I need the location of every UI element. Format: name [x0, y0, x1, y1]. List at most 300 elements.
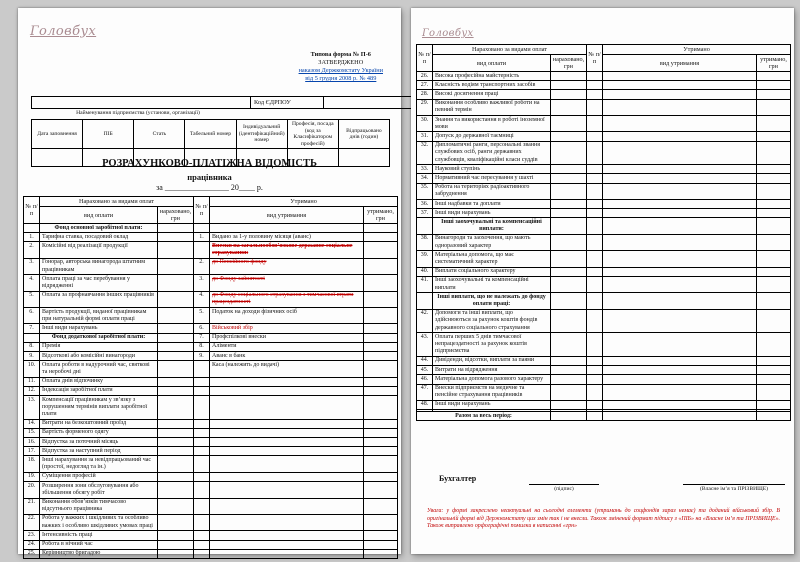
payroll-table-page2 — [416, 44, 791, 421]
accrued-amount-cell — [158, 428, 194, 437]
table-row — [24, 275, 398, 291]
withhold-type-cell — [603, 174, 757, 183]
row-num-cell: 19. — [24, 472, 40, 481]
row-num-cell — [587, 400, 603, 409]
pay-type-cell: Відпустка за поточний місяць — [40, 438, 158, 447]
accrued-amount-cell — [158, 308, 194, 324]
table-row — [24, 498, 398, 514]
accrued-amount-cell — [158, 352, 194, 361]
accrued-amount-cell — [158, 482, 194, 498]
withhold-type-cell — [210, 531, 364, 540]
table-row — [24, 482, 398, 498]
row-num-cell — [587, 183, 603, 199]
row-num-cell: 4. — [24, 275, 40, 291]
withheld-amount-cell — [757, 267, 791, 276]
row-num-cell — [24, 224, 40, 233]
row-num-cell — [587, 165, 603, 174]
pay-type-cell: Інші нарахування за невідпрацьований час (простої, недогляд та ін.) — [40, 456, 158, 472]
row-num-cell: 14. — [24, 419, 40, 428]
pay-type-cell: Робота на територіях радіоактивного забруднення — [433, 183, 551, 199]
payroll-table-header — [417, 45, 791, 72]
table-row — [417, 209, 791, 218]
accrued-amount-cell — [551, 99, 587, 115]
row-num-cell: 31. — [417, 132, 433, 141]
accrued-amount-cell — [158, 419, 194, 428]
pay-type-cell: Інші види нарахувань — [433, 209, 551, 218]
row-num-cell: 36. — [417, 200, 433, 209]
table-row — [24, 333, 398, 342]
col-num: № п/п — [194, 197, 210, 224]
withhold-type-cell — [603, 333, 757, 357]
col-num: № п/п — [417, 45, 433, 72]
accrued-amount-cell — [551, 218, 587, 234]
row-num-cell: 5. — [24, 291, 40, 307]
withhold-type-cell — [603, 276, 757, 292]
pay-type-cell: Витрати на відрядження — [433, 366, 551, 375]
row-num-cell: 10. — [24, 361, 40, 377]
accrued-amount-cell — [551, 309, 587, 333]
row-num-cell: 8. — [24, 342, 40, 351]
pay-type-cell: Керівництво бригадою — [40, 549, 158, 558]
accrued-amount-cell — [551, 132, 587, 141]
row-num-cell: 30. — [417, 116, 433, 132]
form-number: Типова форма № П-6 — [310, 51, 371, 58]
pay-type-cell: Гонорар, авторська винагорода штатним працівникам — [40, 258, 158, 274]
withheld-amount-cell — [757, 209, 791, 218]
accrued-amount-cell — [158, 233, 194, 242]
table-row — [24, 352, 398, 361]
accrued-amount-cell — [551, 141, 587, 165]
withheld-amount-cell — [364, 447, 398, 456]
pay-type-cell: Фонд основної заробітної плати: — [40, 224, 158, 233]
withhold-type-cell: Податок на доходи фізичних осіб — [210, 308, 364, 324]
table-row — [417, 267, 791, 276]
accrued-amount-cell — [158, 549, 194, 558]
table-row — [417, 174, 791, 183]
withheld-amount-cell — [364, 342, 398, 351]
accrued-amount-cell — [158, 242, 194, 258]
row-num-cell: 40. — [417, 267, 433, 276]
row-num-cell — [587, 384, 603, 400]
accrued-amount-cell — [551, 209, 587, 218]
pay-type-cell: Відсоткові або комісійні винагороди — [40, 352, 158, 361]
table-row — [417, 116, 791, 132]
info-column-header: Дата заповнення — [32, 120, 83, 149]
accrued-amount-cell — [158, 396, 194, 420]
row-num-cell — [194, 419, 210, 428]
accrued-amount-cell — [158, 224, 194, 233]
table-row — [24, 531, 398, 540]
row-num-cell — [194, 438, 210, 447]
row-num-cell — [194, 396, 210, 420]
withhold-type-cell — [603, 141, 757, 165]
accrued-amount-cell — [551, 333, 587, 357]
row-num-cell: 47. — [417, 384, 433, 400]
row-num-cell — [587, 209, 603, 218]
row-num-cell: 48. — [417, 400, 433, 409]
row-num-cell — [194, 386, 210, 395]
col-withhold-type: вид утримання — [210, 207, 364, 224]
pay-type-cell: Нормативний час пересування у шахті — [433, 174, 551, 183]
withhold-type-cell: Видано за 1-у половину місяця (аванс) — [210, 233, 364, 242]
withheld-amount-cell — [757, 174, 791, 183]
accrued-amount-cell — [551, 174, 587, 183]
edrpou-label: Код ЄДРПОУ — [251, 97, 324, 109]
pay-type-cell: Виконання особливо важливої роботи на певний термін — [433, 99, 551, 115]
accrued-amount-cell — [158, 531, 194, 540]
pay-type-cell: Класність водіям транспортних засобів — [433, 81, 551, 90]
col-pay-type: вид оплати — [40, 207, 158, 224]
row-num-cell: 13. — [24, 396, 40, 420]
table-row — [417, 90, 791, 99]
pay-type-cell: Матеріальна допомога, що має систематичний характер — [433, 251, 551, 267]
row-num-cell — [194, 482, 210, 498]
accrued-amount-cell — [551, 267, 587, 276]
withhold-type-cell: Аліменти — [210, 342, 364, 351]
row-num-cell: 9. — [24, 352, 40, 361]
signature-line[interactable]: (підпис) — [529, 484, 599, 492]
accrued-amount-cell — [158, 498, 194, 514]
table-row — [24, 438, 398, 447]
table-row — [417, 412, 791, 421]
row-num-cell: 22. — [24, 514, 40, 530]
row-num-cell — [194, 456, 210, 472]
withheld-amount-cell — [364, 333, 398, 342]
table-row — [417, 309, 791, 333]
withheld-amount-cell — [757, 412, 791, 421]
accrued-amount-cell — [551, 81, 587, 90]
withhold-type-cell — [210, 438, 364, 447]
row-num-cell — [587, 293, 603, 309]
accrued-amount-cell — [551, 375, 587, 384]
col-withheld-group: Утримано — [210, 197, 398, 207]
withhold-type-cell — [210, 498, 364, 514]
pay-type-cell: Знання та використання в роботі іноземної мови — [433, 116, 551, 132]
row-num-cell — [587, 412, 603, 421]
withheld-amount-cell — [364, 549, 398, 558]
accountant-label: Бухгалтер — [439, 474, 477, 483]
accrued-amount-cell — [158, 386, 194, 395]
withhold-type-cell — [603, 412, 757, 421]
accrued-amount-cell — [158, 514, 194, 530]
table-row — [24, 540, 398, 549]
withhold-type-cell — [603, 309, 757, 333]
pay-type-cell: Витрати на безкоштовний проїзд — [40, 419, 158, 428]
accrued-amount-cell — [551, 165, 587, 174]
accrued-amount-cell — [551, 72, 587, 81]
col-accrued-amount: нараховано, грн — [551, 55, 587, 72]
table-row — [417, 375, 791, 384]
withhold-type-cell: Внески на загальнообов’язкове державне соціальне страхування: — [210, 242, 364, 258]
order-date-link[interactable]: від 5 грудня 2008 р. № 489 — [305, 75, 377, 82]
company-caption: Найменування підприємства (установи, організації) — [76, 110, 200, 116]
pay-type-cell: Інші надбавки та доплати — [433, 200, 551, 209]
row-num-cell: 25. — [24, 549, 40, 558]
accrued-amount-cell — [551, 116, 587, 132]
withheld-amount-cell — [364, 540, 398, 549]
edrpou-value-cell — [324, 97, 412, 109]
withheld-amount-cell — [364, 291, 398, 307]
accrued-amount-cell — [551, 384, 587, 400]
row-num-cell: 28. — [417, 90, 433, 99]
pay-type-cell: Інші виплати, що не належать до фонду оплати праці: — [433, 293, 551, 309]
withheld-amount-cell — [364, 472, 398, 481]
withhold-type-cell — [210, 472, 364, 481]
pay-type-cell: Розширення зони обслуговування або збільшення обсягу робіт — [40, 482, 158, 498]
row-num-cell: 33. — [417, 165, 433, 174]
row-num-cell — [587, 251, 603, 267]
row-num-cell — [194, 224, 210, 233]
withheld-amount-cell — [757, 375, 791, 384]
accrued-amount-cell — [158, 291, 194, 307]
name-line[interactable]: (Власне ім’я та ПРІЗВИЩЕ) — [683, 484, 785, 492]
page-title: РОЗРАХУНКОВО-ПЛАТІЖНА ВІДОМІСТЬ — [102, 158, 317, 169]
pay-type-cell: Оплата днів відпочинку — [40, 377, 158, 386]
row-num-cell — [587, 99, 603, 115]
pay-type-cell: Вартість продукції, виданої працівникам при натуральній формі оплати праці — [40, 308, 158, 324]
withheld-amount-cell — [757, 141, 791, 165]
editor-note: Увага: у формі закреслено неактуальні на сьогодні елементи (утримань до соцфондів зараз немає) та доданий військовий збір. В оригінальній формі від Держкомстату цих змін так і не внесли. Також змінений формат підпису з «ПІБ» на «Власне ім’я та ПРІЗВИЩЕ». Також виправлено орфографічні помилки в написанні «грн» — [427, 508, 780, 530]
withhold-type-cell: Аванс в банк — [210, 352, 364, 361]
withhold-type-cell — [603, 90, 757, 99]
row-num-cell: 27. — [417, 81, 433, 90]
col-withhold-type: вид утримання — [603, 55, 757, 72]
row-num-cell — [194, 540, 210, 549]
info-column-header: ПІБ — [83, 120, 134, 149]
row-num-cell: 15. — [24, 428, 40, 437]
withheld-amount-cell — [364, 361, 398, 377]
withheld-amount-cell — [757, 366, 791, 375]
pay-type-cell: Висока професійна майстерність — [433, 72, 551, 81]
pay-type-cell: Високі досягнення праці — [433, 90, 551, 99]
pay-type-cell: Інші заохочувальні та компенсаційні виплати: — [433, 218, 551, 234]
withhold-type-cell — [603, 132, 757, 141]
accrued-amount-cell — [158, 438, 194, 447]
table-row — [24, 258, 398, 274]
withhold-type-cell — [603, 200, 757, 209]
withhold-type-cell — [603, 183, 757, 199]
col-num: № п/п — [24, 197, 40, 224]
withheld-amount-cell — [364, 428, 398, 437]
withheld-amount-cell — [757, 309, 791, 333]
col-pay-type: вид оплати — [433, 55, 551, 72]
row-num-cell: 1. — [24, 233, 40, 242]
pay-type-cell: Винагороди та заохочення, що мають одноразовий характер — [433, 234, 551, 250]
withhold-type-cell — [210, 224, 364, 233]
table-row — [417, 55, 791, 72]
accrued-amount-cell — [158, 361, 194, 377]
pay-type-cell: Інтенсивність праці — [40, 531, 158, 540]
accrued-amount-cell — [551, 293, 587, 309]
withhold-type-cell — [603, 116, 757, 132]
row-num-cell — [587, 174, 603, 183]
table-row — [24, 197, 398, 207]
info-column-header: Відпрацьовано днів (годин) — [338, 120, 389, 149]
pay-type-cell: Оплата праці за час перебування у відрядженні — [40, 275, 158, 291]
row-num-cell — [194, 549, 210, 558]
row-num-cell — [194, 531, 210, 540]
table-row — [24, 549, 398, 558]
pay-type-cell: Матеріальна допомога разового характеру — [433, 375, 551, 384]
table-row — [24, 396, 398, 420]
row-num-cell — [587, 375, 603, 384]
withheld-amount-cell — [364, 352, 398, 361]
row-num-cell: 1. — [194, 233, 210, 242]
row-num-cell: 2. — [24, 242, 40, 258]
row-num-cell — [587, 141, 603, 165]
accrued-amount-cell — [551, 400, 587, 409]
withheld-amount-cell — [364, 233, 398, 242]
row-num-cell: 38. — [417, 234, 433, 250]
withhold-type-cell — [603, 267, 757, 276]
accrued-amount-cell — [158, 540, 194, 549]
approved-label: ЗАТВЕРДЖЕНО — [318, 59, 364, 66]
col-accrued-group: Нараховано за видами оплат — [433, 45, 587, 55]
row-num-cell: 45. — [417, 366, 433, 375]
withheld-amount-cell — [364, 308, 398, 324]
withheld-amount-cell — [364, 224, 398, 233]
edrpou-strip — [31, 96, 412, 109]
accrued-amount-cell — [158, 324, 194, 333]
row-num-cell: 6. — [194, 324, 210, 333]
row-num-cell: 12. — [24, 386, 40, 395]
withhold-type-cell — [210, 419, 364, 428]
withhold-type-cell — [603, 356, 757, 365]
accrued-amount-cell — [158, 377, 194, 386]
table-row — [417, 81, 791, 90]
pay-type-cell: Суміщення професій — [40, 472, 158, 481]
row-num-cell: 5. — [194, 308, 210, 324]
pay-type-cell: Робота в нічний час — [40, 540, 158, 549]
accrued-amount-cell — [551, 200, 587, 209]
row-num-cell — [194, 361, 210, 377]
row-num-cell — [194, 514, 210, 530]
withheld-amount-cell — [757, 116, 791, 132]
row-num-cell — [194, 472, 210, 481]
accrued-amount-cell — [551, 412, 587, 421]
withhold-type-cell — [603, 218, 757, 234]
withheld-amount-cell — [757, 183, 791, 199]
pay-type-cell: Внески підприємств на медичне та пенсійне страхування працівників — [433, 384, 551, 400]
row-num-cell: 23. — [24, 531, 40, 540]
withheld-amount-cell — [364, 482, 398, 498]
approval-block — [299, 51, 383, 83]
row-num-cell — [194, 447, 210, 456]
accrued-amount-cell — [158, 333, 194, 342]
withheld-amount-cell — [364, 438, 398, 447]
info-column-header: Стать — [134, 120, 185, 149]
row-num-cell: 37. — [417, 209, 433, 218]
withheld-amount-cell — [757, 234, 791, 250]
pay-type-cell: Інші види нарахувань — [433, 400, 551, 409]
col-withheld-amount: утримано, грн — [757, 55, 791, 72]
golovbukh-logo: Головбух — [30, 24, 97, 39]
table-row — [24, 428, 398, 437]
withhold-type-cell — [210, 482, 364, 498]
row-num-cell — [587, 200, 603, 209]
table-row — [24, 342, 398, 351]
table-row — [417, 400, 791, 409]
withheld-amount-cell — [364, 324, 398, 333]
table-row — [417, 276, 791, 292]
table-row — [24, 308, 398, 324]
row-num-cell: 46. — [417, 375, 433, 384]
withhold-type-cell — [210, 377, 364, 386]
withhold-type-cell — [603, 375, 757, 384]
accrued-amount-cell — [158, 258, 194, 274]
withheld-amount-cell — [364, 498, 398, 514]
table-row — [417, 333, 791, 357]
withheld-amount-cell — [757, 251, 791, 267]
row-num-cell — [587, 132, 603, 141]
withhold-type-cell — [603, 99, 757, 115]
row-num-cell — [587, 366, 603, 375]
pay-type-cell: Інші заохочувальні та компенсаційні виплати — [433, 276, 551, 292]
row-num-cell: 21. — [24, 498, 40, 514]
row-num-cell: 29. — [417, 99, 433, 115]
withhold-type-cell — [210, 456, 364, 472]
withhold-type-cell — [603, 384, 757, 400]
accrued-amount-cell — [551, 276, 587, 292]
pay-type-cell: Виконання обов’язків тимчасово відсутнього працівника — [40, 498, 158, 514]
table-row — [32, 97, 412, 109]
row-num-cell: 24. — [24, 540, 40, 549]
payroll-table-page1 — [23, 196, 398, 559]
accrued-amount-cell — [551, 356, 587, 365]
withheld-amount-cell — [364, 419, 398, 428]
pay-type-cell: Дипломатичні ранги, персональні звання службових осіб, ранги державних службовців, кваліфікаційні класи суддів — [433, 141, 551, 165]
withheld-amount-cell — [757, 356, 791, 365]
pay-type-cell: Комісійні від реалізації продукції — [40, 242, 158, 258]
table-row — [24, 233, 398, 242]
company-name-cell — [32, 97, 251, 109]
table-row — [24, 242, 398, 258]
col-num: № п/п — [587, 45, 603, 72]
order-link[interactable]: наказом Держкомстату України — [298, 67, 383, 74]
row-num-cell: 17. — [24, 447, 40, 456]
table-row — [24, 291, 398, 307]
row-num-cell: 18. — [24, 456, 40, 472]
golovbukh-logo: Головбух — [422, 28, 474, 39]
payroll-table-header — [24, 197, 398, 224]
table-row — [24, 514, 398, 530]
withheld-amount-cell — [757, 72, 791, 81]
table-row — [24, 472, 398, 481]
table-row — [24, 447, 398, 456]
table-row — [24, 456, 398, 472]
table-row — [417, 45, 791, 55]
withheld-amount-cell — [757, 90, 791, 99]
withheld-amount-cell — [757, 165, 791, 174]
pay-type-cell: Виплати соціального характеру — [433, 267, 551, 276]
withhold-type-cell — [603, 234, 757, 250]
withhold-type-cell — [210, 540, 364, 549]
withheld-amount-cell — [364, 456, 398, 472]
table-row — [417, 356, 791, 365]
col-accrued-amount: нараховано, грн — [158, 207, 194, 224]
row-num-cell: 35. — [417, 183, 433, 199]
withheld-amount-cell — [364, 258, 398, 274]
withhold-type-cell — [210, 514, 364, 530]
page-subtitle: працівника — [187, 172, 232, 182]
total-label-cell: Разом за весь період: — [417, 412, 551, 421]
withheld-amount-cell — [364, 242, 398, 258]
row-num-cell — [194, 498, 210, 514]
withhold-type-cell: до Фонду зайнятості — [210, 275, 364, 291]
table-row — [417, 99, 791, 115]
row-num-cell — [587, 276, 603, 292]
table-row — [417, 293, 791, 309]
